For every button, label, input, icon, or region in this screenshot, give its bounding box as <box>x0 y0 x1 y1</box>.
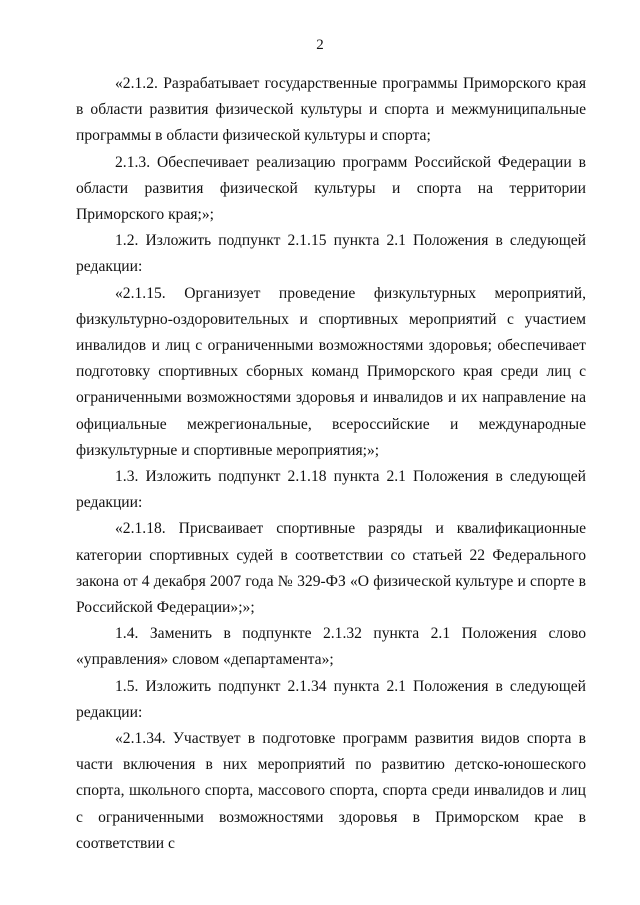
paragraph-2-1-3: 2.1.3. Обеспечивает реализацию программ Российской Федерации в области развития физической культуры и спорта на территории Приморского края;»; <box>76 153 586 224</box>
document-body <box>76 71 586 857</box>
paragraph-2-1-2: «2.1.2. Разрабатывает государственные программы Приморского края в области развития физической культуры и спорта и межмуниципальные программы в области физической культуры и спорта; <box>76 75 586 145</box>
paragraph-1-2: 1.2. Изложить подпункт 2.1.15 пункта 2.1 Положения в следующей редакции: <box>76 232 586 276</box>
paragraph-2-1-18: «2.1.18. Присваивает спортивные разряды и квалификационные категории спортивных судей в соответствии со статьей 22 Федерального закона от 4 декабря 2007 года № 329-ФЗ «О физической культуре и спорте в Российской Федерации»;»; <box>76 520 586 617</box>
paragraph-1-4: 1.4. Заменить в подпункте 2.1.32 пункта 2.1 Положения слово «управления» словом «департамента»; <box>76 625 586 669</box>
paragraph-2-1-34: «2.1.34. Участвует в подготовке программ развития видов спорта в части включения в них мероприятий по развитию детско-юношеского спорта, школьного спорта, массового спорта, спорта среди инвалидов и лиц с ограниченными возможностями здоровья в Приморском крае в соответствии с <box>76 730 586 852</box>
paragraph-1-3: 1.3. Изложить подпункт 2.1.18 пункта 2.1 Положения в следующей редакции: <box>76 468 586 512</box>
paragraph-1-5: 1.5. Изложить подпункт 2.1.34 пункта 2.1 Положения в следующей редакции: <box>76 677 586 721</box>
paragraph-2-1-15: «2.1.15. Организует проведение физкультурных мероприятий, физкультурно-оздоровительных и спортивных мероприятий с участием инвалидов и лиц с ограниченными возможностями здоровья; обеспечивает подготовку спортивных сборных команд Приморского края среди лиц с ограниченными возможностями здоровья и инвалидов и их направление на официальные межрегиональные, всероссийские и международные физкультурные и спортивные мероприятия;»; <box>76 284 586 459</box>
page-number: 2 <box>316 37 324 53</box>
